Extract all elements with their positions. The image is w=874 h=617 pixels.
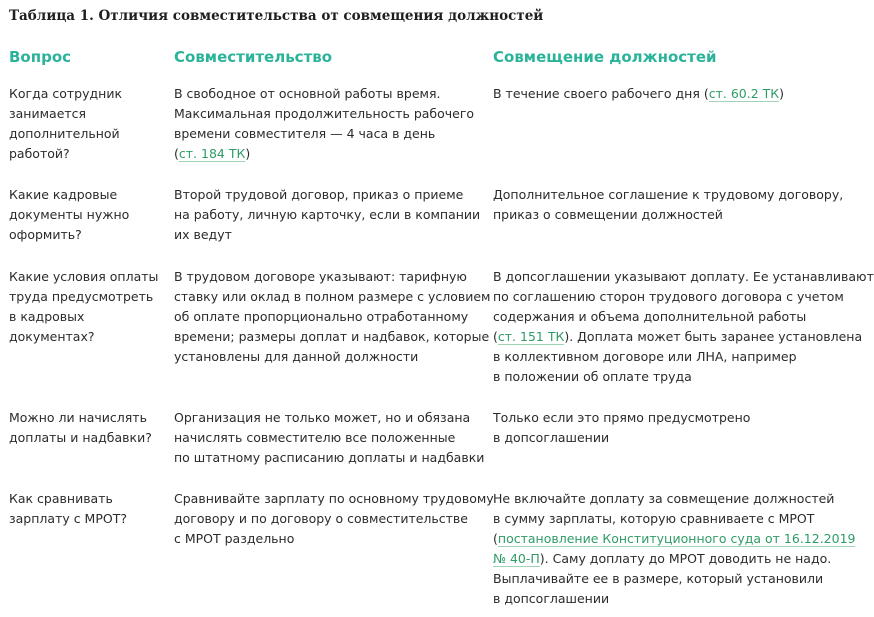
- column-header-combination: Совмещение должностей: [493, 48, 717, 66]
- row-5-part-time: Сравнивайте зарплату по основному трудовому договору и по договору о совместительстве с МРОТ раздельно: [174, 491, 494, 546]
- row-3-combination: В допсоглашении указывают доплату. Ее устанавливают по соглашению сторон трудового договора с учетом содержания и объема дополнительной работы (ст. 151 ТК). Доплата может быть заранее установлена в коллективном договоре или ЛНА, например в положении об оплате труда: [493, 269, 874, 384]
- row-3-part-time: В трудовом договоре указывают: тарифную ставку или оклад в полном размере с условием об оплате пропорционально отработанному времени; размеры доплат и надбавок, которые установлены для данной должности: [174, 269, 491, 364]
- court-ruling-link[interactable]: постановление Конституционного суда от 16.12.2019: [497, 531, 856, 546]
- row-1-combination: В течение своего рабочего дня (ст. 60.2 ТК): [493, 86, 785, 101]
- row-2-question: Какие кадровые документы нужно оформить?: [9, 187, 130, 242]
- column-header-question: Вопрос: [9, 48, 72, 66]
- row-5-question: Как сравнивать зарплату с МРОТ?: [9, 491, 127, 526]
- column-header-part-time: Совместительство: [174, 48, 333, 66]
- row-1-question: Когда сотрудник занимается дополнительной работой?: [9, 86, 122, 161]
- row-2-combination: Дополнительное соглашение к трудовому договору, приказ о совмещении должностей: [493, 187, 844, 222]
- court-ruling-link-continued[interactable]: № 40-П: [493, 551, 540, 566]
- row-1-part-time: В свободное от основной работы время. Максимальная продолжительность рабочего времени совместителя — 4 часа в день (ст. 184 ТК): [174, 86, 475, 161]
- article-184-link[interactable]: ст. 184 ТК: [178, 146, 246, 161]
- row-4-part-time: Организация не только может, но и обязана начислять совместителю все положенные по штатному расписанию доплаты и надбавки: [174, 410, 485, 465]
- article-151-link[interactable]: ст. 151 ТК: [497, 329, 565, 344]
- row-4-question: Можно ли начислять доплаты и надбавки?: [9, 410, 152, 445]
- row-2-part-time: Второй трудовой договор, приказ о приеме на работу, личную карточку, если в компании их ведут: [174, 187, 481, 242]
- table-caption: Таблица 1. Отличия совместительства от совмещения должностей: [9, 8, 544, 24]
- row-4-combination: Только если это прямо предусмотрено в допсоглашении: [493, 410, 751, 445]
- row-3-question: Какие условия оплаты труда предусмотреть в кадровых документах?: [9, 269, 159, 344]
- row-5-combination: Не включайте доплату за совмещение должностей в сумму зарплаты, которую сравниваете с МРОТ (постановление Конституционного суда от 16.12.2019 № 40-П). Саму доплату до МРОТ доводить не надо. Выплачивайте ее в размере, который установили в допсоглашении: [493, 491, 856, 606]
- article-60-2-link[interactable]: ст. 60.2 ТК: [708, 86, 780, 101]
